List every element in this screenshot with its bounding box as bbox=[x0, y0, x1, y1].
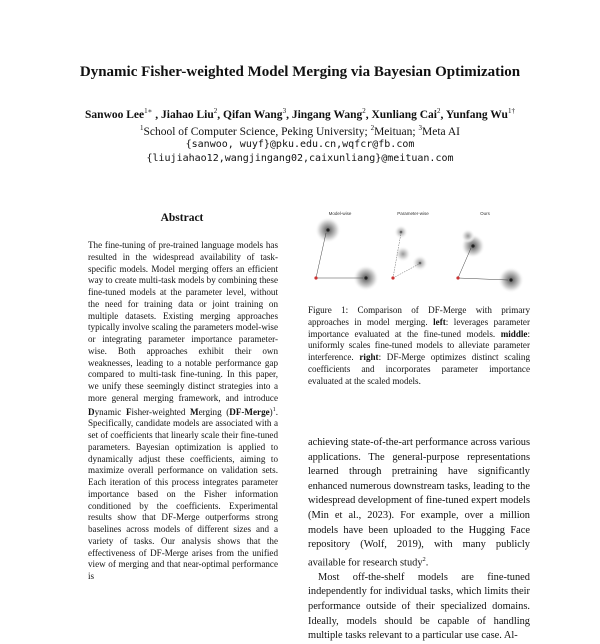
body-text bbox=[308, 436, 530, 644]
affiliation-text: Meituan; bbox=[374, 125, 419, 138]
footnote-mark[interactable]: 1 bbox=[272, 406, 276, 413]
affiliation-mark: 2 bbox=[370, 124, 375, 132]
panel-label: Ours bbox=[480, 211, 490, 216]
caption-span: : leverages parameter importance evaluated at the fine-tuned models. bbox=[308, 316, 530, 339]
abstract-emph: M bbox=[189, 406, 199, 417]
paper-title: Dynamic Fisher-weighted Model Merging via Bayesian Optimization bbox=[79, 64, 521, 80]
affiliation-text: Meta AI bbox=[421, 125, 460, 138]
abstract-span: isher-weighted bbox=[131, 406, 190, 417]
merged-point bbox=[314, 276, 317, 279]
author-name: Sanwoo Lee bbox=[85, 108, 145, 121]
figure-caption bbox=[308, 305, 530, 388]
model-point bbox=[471, 244, 474, 247]
model-point bbox=[419, 262, 422, 265]
author-name: Qifan Wang bbox=[223, 108, 283, 121]
caption-span: : uniformly scales fine-tuned models to alleviate parameter interference. bbox=[308, 328, 530, 363]
affiliation-mark: 3 bbox=[418, 124, 422, 132]
abstract-span: . Specifically, candidate models are associated with a set of coefficients that linearly scale their fine-tuned parameters. Bayesian optimization is applied to dynamically adjust these coefficients, aiming to maximize overall performance on validation sets. Each iteration of this process integrates parameter importance based on the Fisher information conditioned by the coefficients. Experimental results show that DF-Merge outperforms strong baselines across models of different sizes and a variety of tasks. Our analysis shows that the effectiveness of DF-Merge arises from the unified view of merging and that near-optimal performance is bbox=[88, 406, 278, 582]
author-affiliation-mark: 2 bbox=[362, 107, 366, 115]
author-name: Jingang Wang bbox=[291, 108, 363, 121]
panel-label: Parameter-wise bbox=[397, 211, 429, 216]
caption-emph: right bbox=[359, 352, 379, 363]
abstract-emph: DF-Merge bbox=[229, 406, 270, 417]
footnote-mark[interactable]: 2 bbox=[422, 555, 426, 563]
panel-label: Model-wise bbox=[328, 211, 352, 216]
author-name: Jiahao Liu bbox=[161, 108, 214, 121]
figure-1-diagram bbox=[308, 206, 530, 298]
affiliation-mark: 1 bbox=[139, 124, 144, 132]
model-point bbox=[509, 278, 512, 281]
model-point bbox=[326, 228, 329, 231]
email-line[interactable]: {liujiahao12,wangjingang02,caixunliang}@meituan.com bbox=[146, 153, 454, 164]
abstract-span: erging ( bbox=[198, 406, 230, 417]
body-paragraph bbox=[308, 436, 530, 571]
author-name: Xunliang Cai bbox=[371, 108, 437, 121]
author-list: Sanwoo Lee$^{1∗}$ , Jiahao Liu$^2$, Qifan Wang$^3$, Jingang Wang$^2$, Xunliang Cai$^2$, Yunfang $Wu^{1\dagger}$ bbox=[85, 107, 515, 121]
model-point bbox=[400, 231, 403, 234]
caption-emph: middle bbox=[500, 328, 528, 339]
affiliations bbox=[0, 124, 600, 138]
abstract-heading: Abstract bbox=[160, 212, 204, 224]
panel-middle bbox=[391, 211, 429, 280]
abstract-span: The fine-tuning of pre-trained language models has resulted in the widespread availability of task-specific models. Model merging offers an efficient way to create multi-task models by combining these fine-tuned models at the parameter level, without the need for training data or joint training on multiple datasets. Existing merging approaches typically involve scaling the parameters model-wise or integrating parameter importance parameter-wise. Both approaches exhibit their own weaknesses, leading to a notable performance gap compared to multi-task fine-tuning. In this paper, we unify these seemingly distinct strategies into a more general merging framework, and introduce bbox=[88, 240, 278, 403]
body-span: . bbox=[425, 557, 429, 569]
abstract-span: ynamic bbox=[94, 406, 126, 417]
abstract-emph: D bbox=[88, 406, 95, 417]
merged-point bbox=[391, 276, 394, 279]
author-affiliation-mark: 2 bbox=[437, 107, 441, 115]
panel-left bbox=[314, 211, 379, 291]
author-affiliation-mark: 2 bbox=[213, 107, 218, 115]
author-affiliation-mark: 3 bbox=[282, 107, 287, 115]
loss-basin bbox=[461, 229, 475, 243]
author-affiliation-mark: 1∗ bbox=[144, 107, 153, 115]
loss-basin bbox=[395, 246, 411, 262]
abstract-span: ) bbox=[269, 406, 273, 417]
model-point bbox=[364, 276, 367, 279]
affiliation-text: School of Computer Science, Peking University; bbox=[143, 125, 371, 138]
caption-span: Figure 1: Comparison of DF-Merge with primary approaches in model merging. bbox=[308, 305, 530, 327]
body-paragraph: Most off-the-shelf models are fine-tuned independently for individual tasks, which limits their performance outside of their specialized domains. Ideally, models should be capable of handling multiple tasks relevant to a particular use case. Al- bbox=[308, 571, 530, 642]
body-span: achieving state-of-the-art performance across various applications. The general-purpose representations learned through pretraining have significantly enhanced numerous downstream tasks, leading to the widespread development of fine-tuned expert models (Min et al., 2023). For example, over a million models have been uploaded to the Hugging Face repository (Wolf, 2019), with many publicly available for research study bbox=[308, 437, 530, 569]
abstract-text bbox=[88, 240, 278, 583]
caption-emph: left bbox=[433, 316, 446, 327]
panel-right bbox=[456, 211, 524, 293]
author-affiliation-mark: 1† bbox=[507, 107, 515, 115]
caption-span: : DF-Merge optimizes distinct scaling coefficients and incorporates parameter importance evaluated at the scaled models. bbox=[308, 352, 531, 386]
merged-point bbox=[456, 276, 459, 279]
author-name: Yunfang Wu bbox=[445, 108, 508, 121]
arrow bbox=[393, 264, 419, 278]
abstract-emph: F bbox=[125, 406, 132, 417]
email-line[interactable]: {sanwoo, wuyf}@pku.edu.cn,wqfcr@fb.com bbox=[185, 139, 415, 150]
